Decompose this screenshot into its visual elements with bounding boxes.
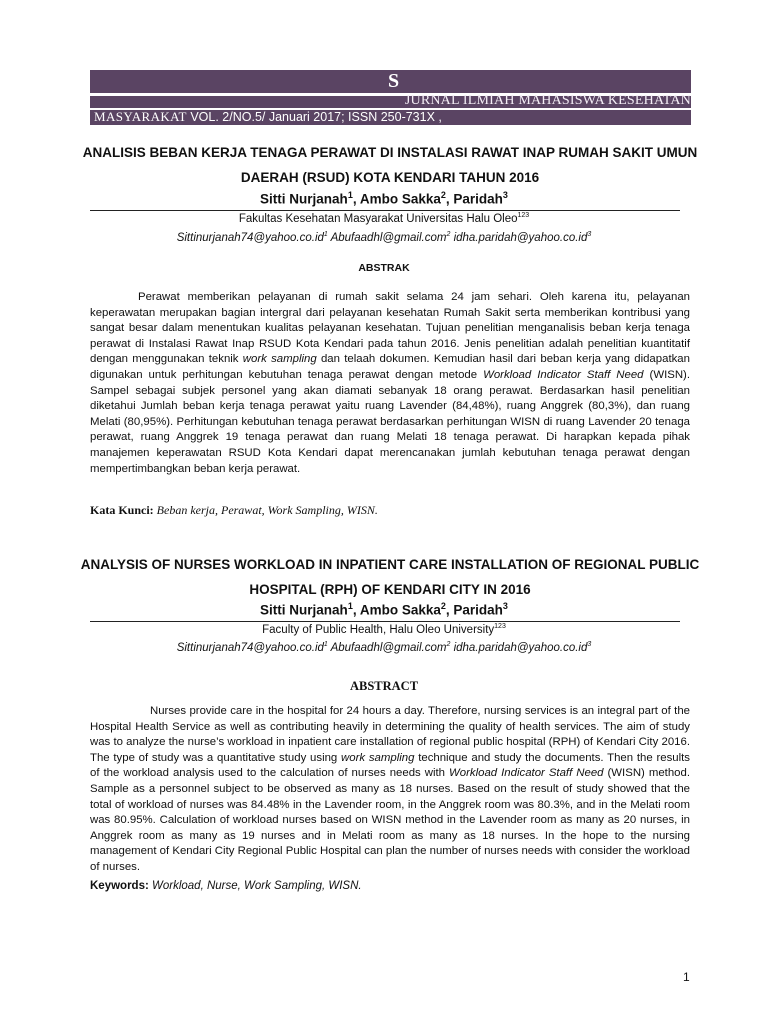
affiliation-sup: 123 <box>517 212 530 219</box>
journal-logo-letter: S <box>388 70 400 92</box>
journal-name: JURNAL ILMIAH MAHASISWA KESEHATAN <box>404 93 691 108</box>
abstract-text: Perawat memberikan pelayanan di rumah sakit selama 24 jam sehari. Oleh karena itu, pelayanan keperawatan merupakan bagian intergral dari pelayanan kesehatan Rumah Sakit serta memberikan kontribusi yang sangat besar dalam menentukan kualitas pelayanan kesehatan. Tujuan penelitian menganalisis beban kerja tenaga perawat di Instalasi Rawat Inap RSUD Kota Kendari pada tahun 2016. Jenis penelitian adalah penelitian kuantitatif dengan menggunakan teknik <box>90 291 690 366</box>
paper-title-id <box>70 140 710 190</box>
affiliation-sup: 123 <box>494 623 506 630</box>
keywords-text: Workload, Nurse, Work Sampling, WISN. <box>148 880 362 892</box>
keywords-label: Keywords: <box>90 880 149 892</box>
abstract-italic-term: Workload Indicator Staff Need <box>449 767 604 780</box>
abstract-text: (WISN) method. Sample as a personnel subject to be observed as many as 18 nurses. Based on the result of study showed that the total of workload of nurses was 84.48% in the Lavender room, in the Anggrek room was 80.3%, and in the Melati room was 80.95%. Calculation of workload nurses based on WISN method in the Lavender room as many as 20 nurses, in Anggrek room as many as 19 nurses and in Melati room as many as 18 nurses. In the hope to the nursing management of Kendari City Regional Public Hospital can plan the number of nurses needs with consider the workload of nurses. <box>90 767 690 873</box>
email-sup: 2 <box>446 641 451 648</box>
abstract-body-en <box>90 704 690 876</box>
author-sup: 1 <box>347 190 353 200</box>
author-name: Sitti Nurjanah <box>260 602 348 618</box>
email: Abufaadhl@gmail.com <box>327 231 447 244</box>
paper-title-en-line2: HOSPITAL (RPH) OF KENDARI CITY IN 2016 <box>249 582 531 597</box>
affiliation-text: Faculty of Public Health, Halu Oleo University <box>262 623 495 636</box>
author-list-id <box>0 190 768 207</box>
author-name: Sitti Nurjanah <box>260 191 348 207</box>
paper-title-en-line1: ANALYSIS OF NURSES WORKLOAD IN INPATIENT CARE INSTALLATION OF REGIONAL PUBLIC <box>80 557 700 572</box>
author-sup: 1 <box>347 601 353 611</box>
journal-name-bar <box>90 93 691 108</box>
author-sup: 2 <box>440 601 446 611</box>
email-sup: 1 <box>323 231 328 238</box>
author-name: , Paridah <box>445 602 503 618</box>
abstract-heading-en: ABSTRACT <box>349 679 419 693</box>
journal-name-masyarakat: MASYARAKAT <box>94 109 187 124</box>
emails-id <box>0 231 768 244</box>
abstract-text: dan telaah dokumen. Kemudian hasil dari beban kerja yang didapatkan digunakan untuk perhitungan kebutuhan tenaga perawat dengan metode <box>90 353 690 381</box>
affiliation-text: Fakultas Kesehatan Masyarakat Universitas Halu Oleo <box>238 212 518 225</box>
author-sup: 2 <box>440 190 446 200</box>
email: idha.paridah@yahoo.co.id <box>450 231 588 244</box>
keywords-text: Beban kerja, Perawat, Work Sampling, WISN. <box>153 503 378 517</box>
journal-logo-bar <box>90 70 691 93</box>
abstract-text: technique and study the documents. Then the results of the workload analysis used to the calculation of nurses needs with <box>90 751 691 780</box>
paper-title-id-line2: DAERAH (RSUD) KOTA KENDARI TAHUN 2016 <box>240 170 540 185</box>
email-sup: 3 <box>587 231 592 238</box>
abstract-heading-id: ABSTRAK <box>358 262 410 274</box>
journal-volume-line <box>94 108 442 126</box>
keywords-id <box>90 503 378 518</box>
emails-en <box>0 641 768 654</box>
abstract-italic-term: work sampling <box>242 353 317 366</box>
author-sup: 3 <box>502 190 508 200</box>
author-name: , Ambo Sakka <box>352 602 441 618</box>
paper-title-id-line1: ANALISIS BEBAN KERJA TENAGA PERAWAT DI INSTALASI RAWAT INAP RUMAH SAKIT UMUN <box>82 145 698 160</box>
keywords-label: Kata Kunci: <box>90 503 154 517</box>
email: Sittinurjanah74@yahoo.co.id <box>176 231 324 244</box>
author-name: , Paridah <box>445 191 503 207</box>
author-name: , Ambo Sakka <box>352 191 441 207</box>
author-rule <box>90 210 680 211</box>
page-number: 1 <box>683 970 690 984</box>
journal-volume-info: VOL. 2/NO.5/ Januari 2017; ISSN 250-731X , <box>186 110 442 124</box>
abstract-text: Nurses provide care in the hospital for 24 hours a day. Therefore, nursing services is an integral part of the Hospital Health Service as well as contributing heavily in determining the quality of health services. The aim of study was to analyze the nurse’s workload in inpatient care installation of regional public hospital (RPH) of Kendari City 2016. The type of study was a quantitative study using <box>90 705 690 764</box>
abstract-text: (WISN). Sampel sebagai subjek personel yang akan diamati sebanyak 18 orang perawat. Berdasarkan hasil penelitian diketahui Jumlah beban kerja tenaga perawat yaitu ruang Lavender (84,48%), ruang Anggrek (80,3%), dan ruang Melati (80,95%). Perhitungan kebutuhan tenaga perawat berdasarkan perhitungan WISN di ruang Lavender 20 tenaga perawat, ruang Anggrek 19 tenaga perawat dan ruang Melati 18 tenaga perawat. Di harapkan kepada pihak manajemen keperawatan RSUD Kota Kendari dapat merencanakan jumlah kebutuhan tenaga perawat dengan mempertimbangkan beban kerja perawat. <box>90 368 691 475</box>
author-rule <box>90 621 680 622</box>
abstract-italic-term: Workload Indicator Staff Need <box>483 368 644 381</box>
abstract-body-id <box>90 290 690 477</box>
email: idha.paridah@yahoo.co.id <box>450 641 588 654</box>
author-sup: 3 <box>502 601 508 611</box>
keywords-en <box>90 880 362 892</box>
affiliation-en <box>0 623 768 636</box>
affiliation-id <box>0 212 768 225</box>
abstract-italic-term: work sampling <box>341 751 415 764</box>
email: Sittinurjanah74@yahoo.co.id <box>176 641 324 654</box>
email-sup: 1 <box>323 641 328 648</box>
email-sup: 3 <box>587 641 592 648</box>
journal-volume-bar <box>90 110 691 125</box>
email-sup: 2 <box>446 231 451 238</box>
paper-title-en <box>70 552 710 602</box>
author-list-en <box>0 601 768 618</box>
email: Abufaadhl@gmail.com <box>327 641 447 654</box>
